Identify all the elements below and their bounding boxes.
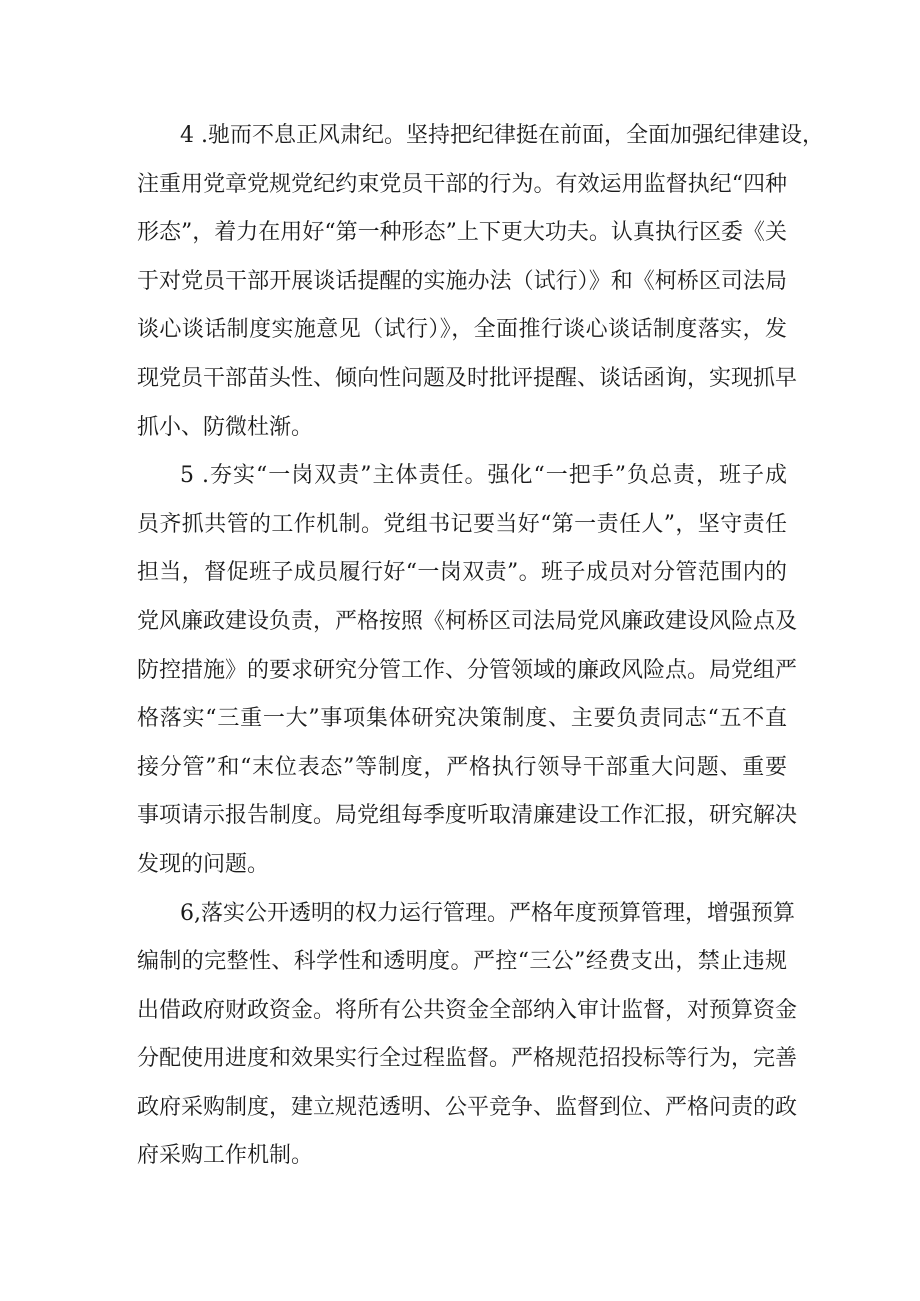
text-line: 府采购工作机制。 <box>137 1143 314 1169</box>
text-line: 事项请示报告制度。局党组每季度听取清廉建设工作汇报，研究解决 <box>137 803 798 829</box>
text-line: 党风廉政建设负责，严格按照《柯桥区司法局党风廉政建设风险点及 <box>137 608 798 634</box>
text-line: 防控措施》的要求研究分管工作、分管领域的廉政风险点。局党组严 <box>137 657 798 683</box>
text-line: 于对党员干部开展谈话提醒的实施办法（试行）》和《柯桥区司法局 <box>137 268 787 294</box>
text-line: 注重用党章党规党纪约束党员干部的行为。有效运用监督执纪“四种 <box>137 171 787 197</box>
text-line: 担当，督促班子成员履行好“一岗双责”。班子成员对分管范围内的 <box>137 560 787 586</box>
text-line: 分配使用进度和效果实行全过程监督。严格规范招投标等行为，完善 <box>137 1046 798 1072</box>
text-line: 现党员干部苗头性、倾向性问题及时批评提醒、谈话函询，实现抓早 <box>137 365 798 391</box>
paragraph-item-5 <box>137 452 798 889</box>
text-line: 编制的完整性、科学性和透明度。严控“三公”经费支出，禁止违规 <box>137 949 787 975</box>
text-line: 谈心谈话制度实施意见（试行）》，全面推行谈心谈话制度落实，发 <box>137 317 787 343</box>
paragraph-item-6 <box>137 890 798 1182</box>
text-line: 4 .驰而不息正风肃纪。坚持把纪律挺在前面，全面加强纪律建设， <box>180 123 824 148</box>
text-line: 员齐抓共管的工作机制。党组书记要当好“第一责任人”，坚守责任 <box>137 511 787 537</box>
text-line: 发现的问题。 <box>137 851 270 877</box>
text-line: 政府采购制度，建立规范透明、公平竞争、监督到位、严格问责的政 <box>137 1094 798 1120</box>
paragraph-item-4 <box>137 112 824 452</box>
text-line: 形态”，着力在用好“第一种形态”上下更大功夫。认真执行区委《关 <box>137 220 787 246</box>
text-line: 6,落实公开透明的权力运行管理。严格年度预算管理，增强预算 <box>180 900 795 926</box>
document-body <box>137 112 824 1181</box>
text-line: 出借政府财政资金。将所有公共资金全部纳入审计监督，对预算资金 <box>137 997 798 1023</box>
text-line: 5 .夯实“一岗双责”主体责任。强化“一把手”负总责，班子成 <box>180 463 787 489</box>
text-line: 抓小、防微杜渐。 <box>137 414 314 440</box>
text-line: 接分管”和“末位表态”等制度，严格执行领导干部重大问题、重要 <box>137 754 787 780</box>
text-line: 格落实“三重一大”事项集体研究决策制度、主要负责同志“五不直 <box>137 706 787 732</box>
